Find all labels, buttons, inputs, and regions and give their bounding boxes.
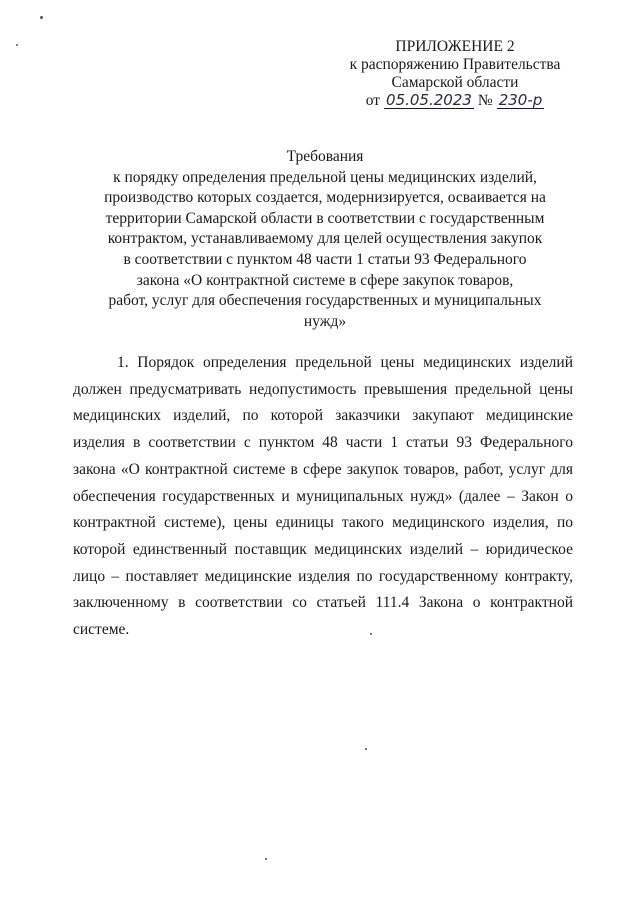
title-line: контрактом, устанавливаемому для целей осуществления закупок	[107, 230, 543, 248]
body-paragraph: 1. Порядок определения предельной цены медицинских изделий должен предусматривать недопустимость превышения предельной цены медицинских изделий, по которой заказчики закупают медицинские изделия в соответствии с пунктом 48 части 1 статьи 93 Федерального закона «О контрактной системе в сфере закупок товаров, работ, услуг для обеспечения государственных и муниципальных нужд» (далее – Закон о контрактной системе), цены единицы такого медицинского изделия, по которой единственный поставщик медицинских изделий – юридическое лицо – поставляет медицинские изделия по государственному контракту, заключенному в соответствии со статьей 111.4 Закона о контрактной системе.	[73, 354, 573, 639]
title-line: в соответствии с пунктом 48 части 1 статьи 93 Федерального	[123, 250, 527, 268]
appendix-line-decree: к распоряжению Правительства	[349, 56, 561, 73]
title-line: территории Самарской области в соответствии с государственным	[105, 209, 545, 227]
title-line: работ, услуг для обеспечения государственных и муниципальных	[108, 292, 542, 310]
scan-speck	[370, 633, 372, 635]
date-prefix: от	[365, 92, 381, 109]
scan-speck	[365, 748, 367, 750]
appendix-line-region: Самарской области	[391, 74, 519, 91]
scan-speck	[16, 44, 18, 46]
title-line: закона «О контрактной системе в сфере закупок товаров,	[136, 271, 514, 289]
scan-speck	[265, 858, 267, 860]
number-prefix: №	[477, 92, 493, 109]
appendix-header	[330, 38, 580, 110]
title-line: к порядку определения предельной цены медицинских изделий,	[113, 168, 537, 186]
handwritten-date: 05.05.2023	[386, 91, 472, 109]
requirements-title-block	[90, 147, 560, 332]
title-line: нужд»	[303, 312, 347, 330]
appendix-date-line	[330, 92, 580, 110]
appendix-title: ПРИЛОЖЕНИЕ 2	[395, 38, 515, 55]
requirements-heading: Требования	[286, 148, 364, 165]
title-line: производство которых создается, модернизируется, осваивается на	[104, 189, 546, 207]
scan-speck	[40, 16, 43, 19]
handwritten-number: 230-р	[498, 91, 543, 109]
